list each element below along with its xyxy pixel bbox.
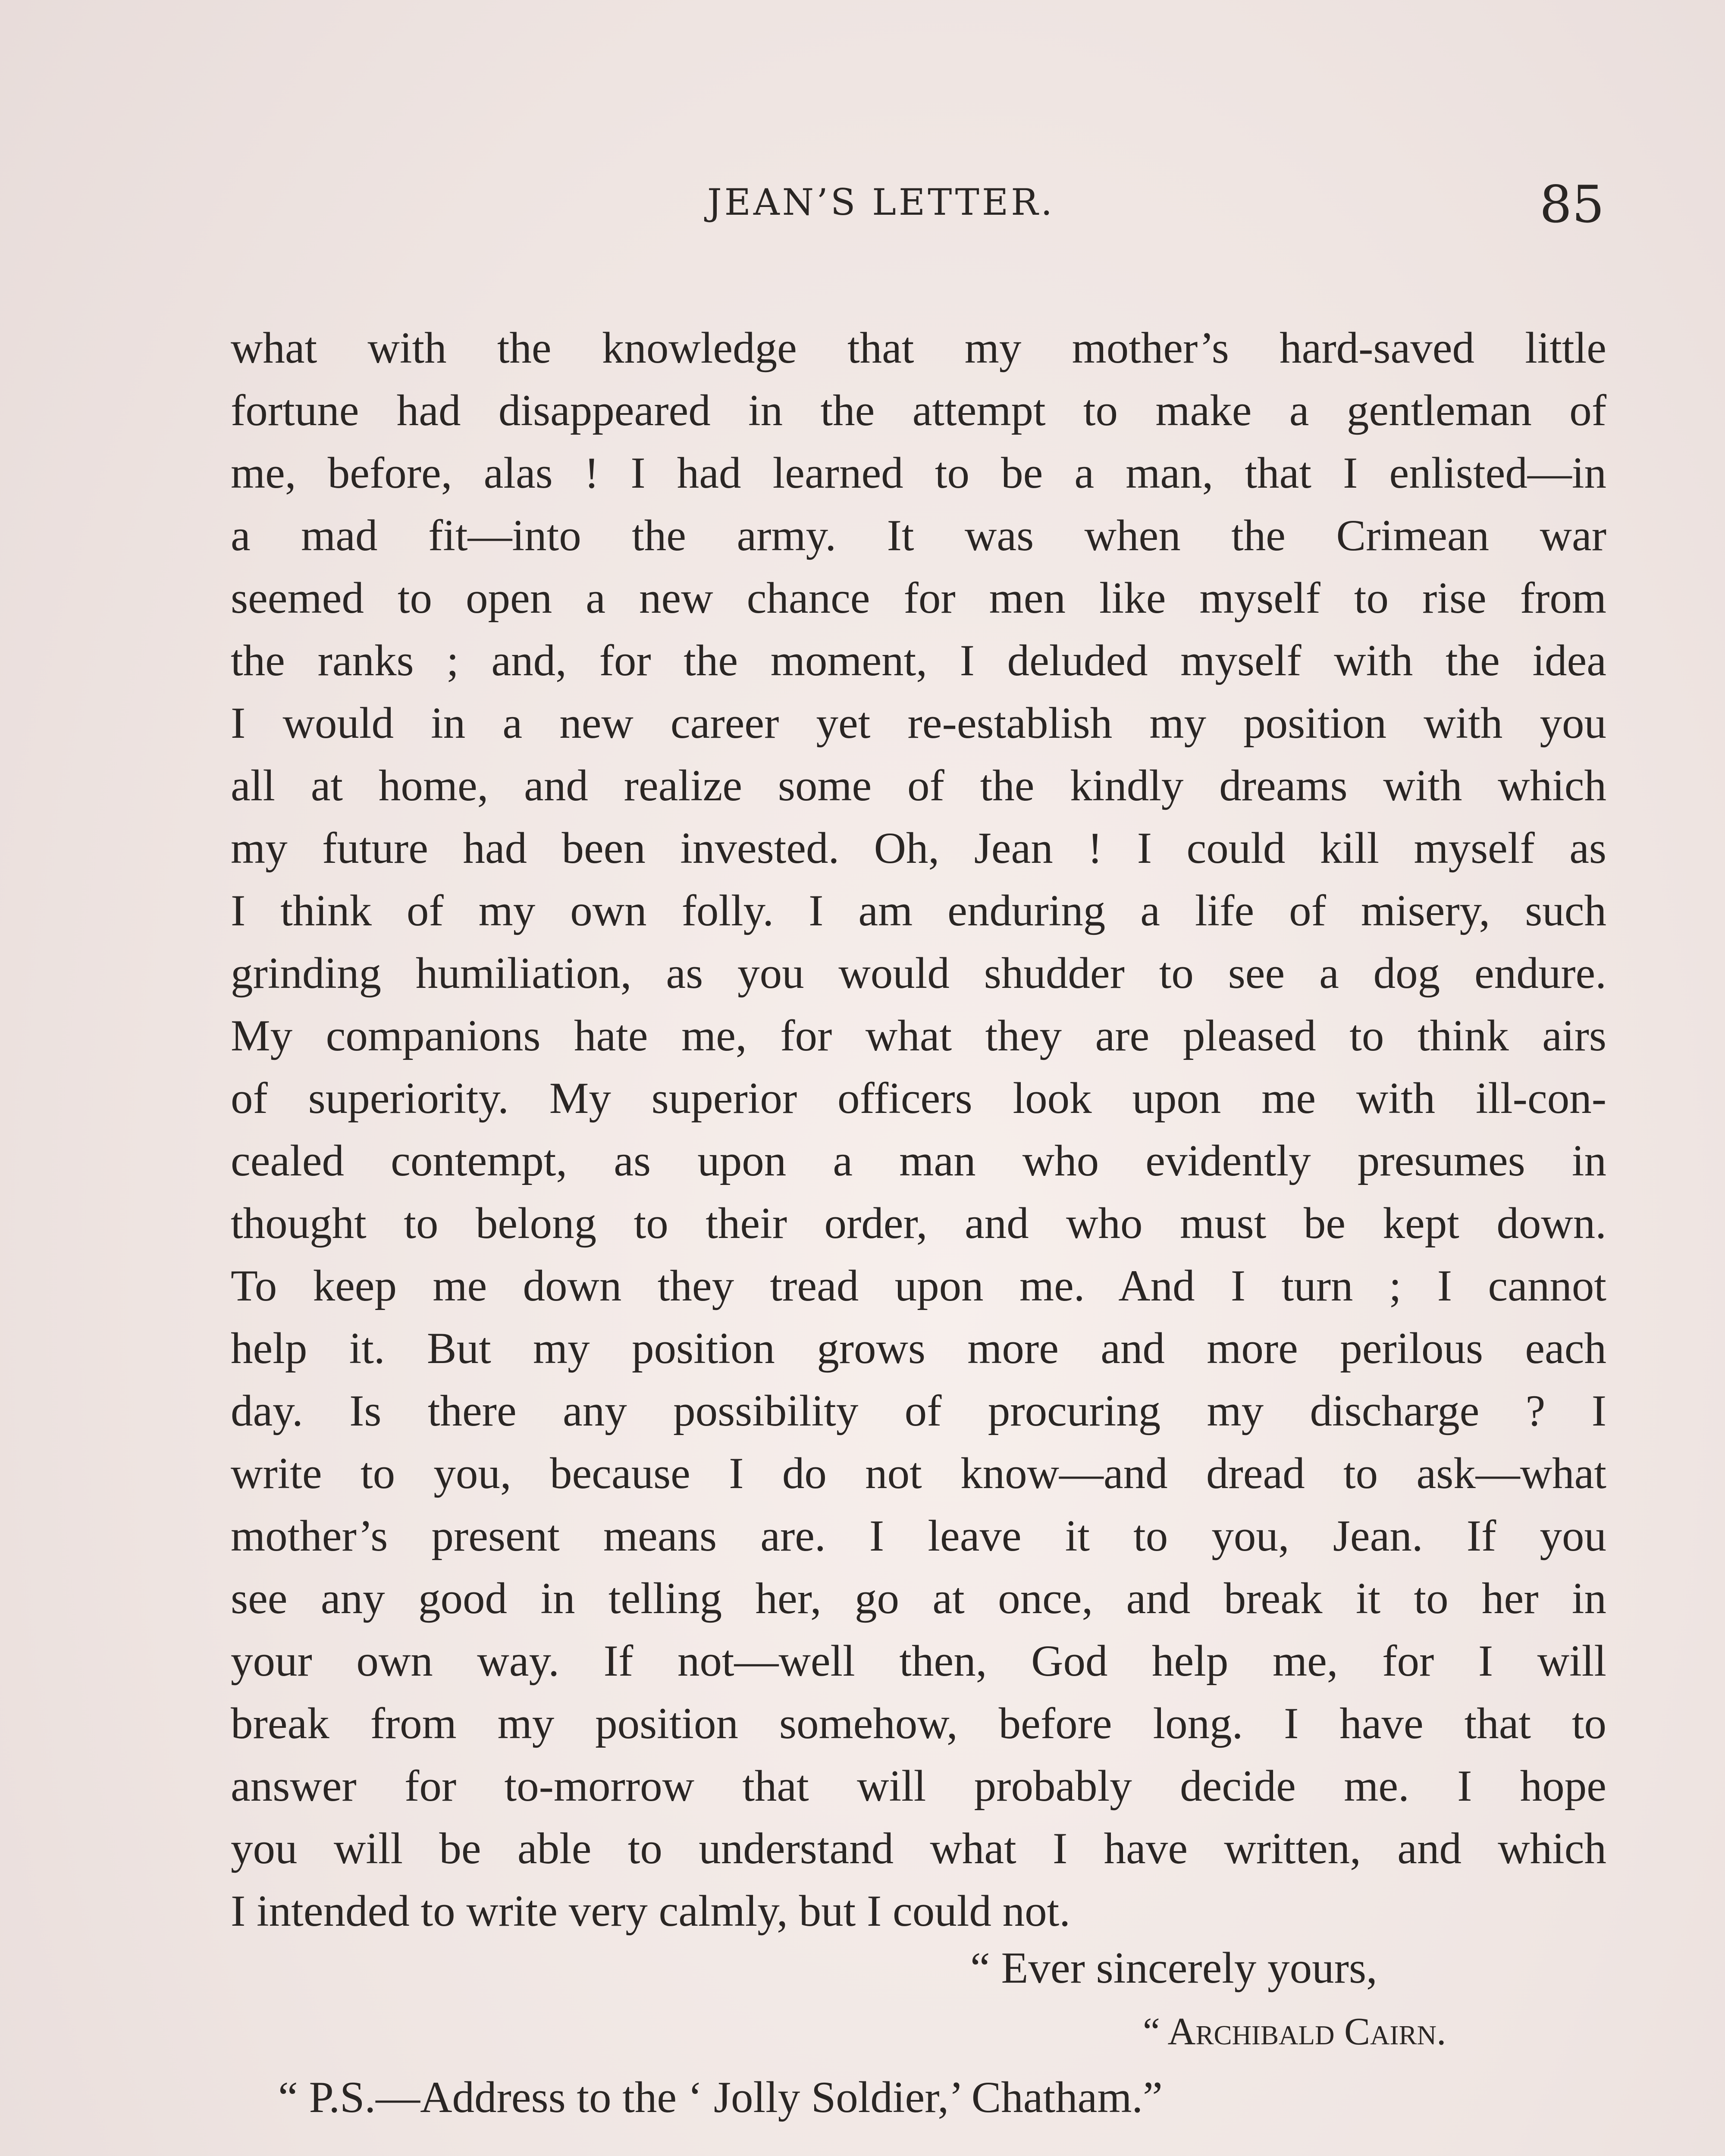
letter-line: seemed to open a new chance for men like myself to rise from [231,573,1606,623]
letter-line: your own way. If not—well then, God help me, for I will [231,1636,1606,1686]
letter-line: fortune had disappeared in the attempt to make a gentleman of [231,386,1606,435]
letter-line: what with the knowledge that my mother’s hard-saved little [231,323,1606,373]
letter-line: see any good in telling her, go at once, and break it to her in [231,1574,1606,1623]
letter-line: I would in a new career yet re-establish my position with you [231,699,1606,748]
letter-line: you will be able to understand what I have written, and which [231,1824,1606,1873]
letter-line: mother’s present means are. I leave it to you, Jean. If you [231,1511,1606,1561]
letter-line: cealed contempt, as upon a man who evidently presumes in [231,1136,1606,1185]
page-number: 85 [1540,175,1605,234]
letter-line: the ranks ; and, for the moment, I deluded myself with the idea [231,636,1606,685]
letter-line: write to you, because I do not know—and dread to ask—what [231,1449,1606,1498]
letter-line: help it. But my position grows more and more perilous each [231,1324,1606,1373]
letter-line: of superiority. My superior officers look upon me with ill-con- [231,1074,1606,1123]
letter-body [231,317,1606,1943]
letter-line: answer for to-morrow that will probably decide me. I hope [231,1761,1606,1811]
letter-postscript: “ P.S.—Address to the ‘ Jolly Soldier,’ Chatham.” [278,2073,1163,2122]
letter-signature: “ Archibald Cairn. [1143,2010,1446,2053]
letter-line: thought to belong to their order, and who must be kept down. [231,1199,1606,1248]
letter-line: My companions hate me, for what they are pleased to think airs [231,1011,1606,1060]
letter-line: a mad fit—into the army. It was when the Crimean war [231,511,1606,560]
letter-line: grinding humiliation, as you would shudder to see a dog endure. [231,949,1606,998]
letter-line: break from my position somehow, before long. I have that to [231,1699,1606,1748]
letter-line: To keep me down they tread upon me. And I turn ; I cannot [231,1261,1606,1310]
letter-closing: “ Ever sincerely yours, [970,1943,1377,1993]
running-title: JEAN’S LETTER. [707,181,1055,223]
letter-line: I intended to write very calmly, but I could not. [231,1887,1070,1936]
letter-line: my future had been invested. Oh, Jean ! I could kill myself as [231,824,1606,873]
letter-line: all at home, and realize some of the kindly dreams with which [231,761,1606,810]
letter-line: day. Is there any possibility of procuring my discharge ? I [231,1386,1606,1435]
letter-line: I think of my own folly. I am enduring a life of misery, such [231,886,1606,935]
letter-line: me, before, alas ! I had learned to be a man, that I enlisted—in [231,448,1606,498]
